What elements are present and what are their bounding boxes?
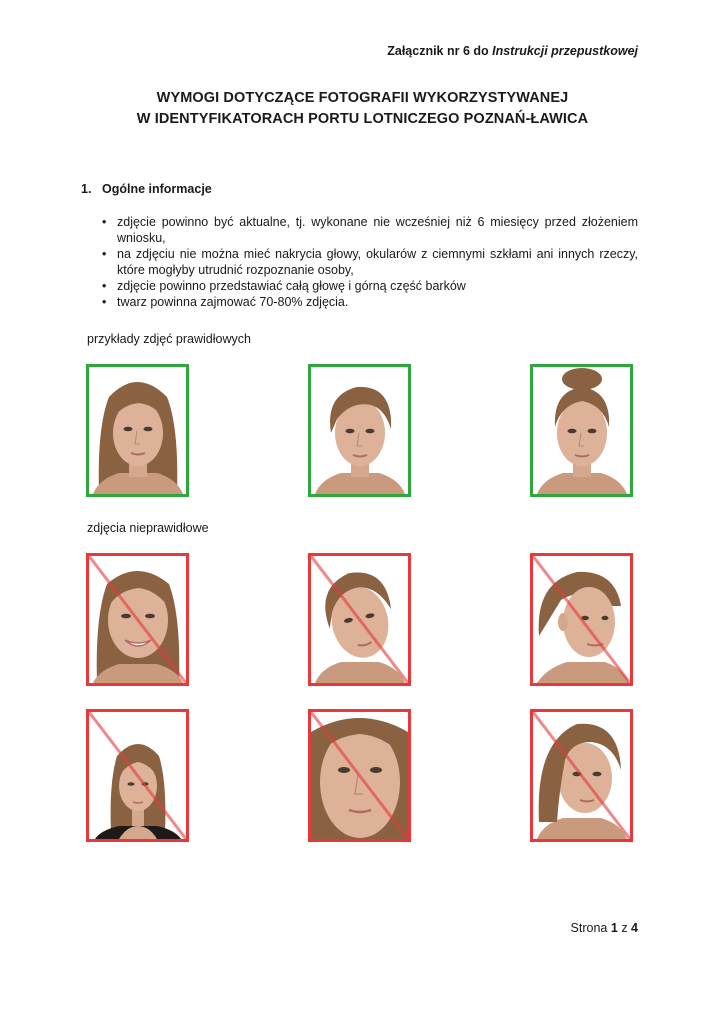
page-separator: z: [621, 921, 628, 935]
section-title: Ogólne informacje: [102, 182, 212, 196]
list-item-text: zdjęcie powinno być aktualne, tj. wykonane nie wcześniej niż 6 miesięcy przed złożeniem wniosku,: [117, 215, 638, 245]
crossed-out-mark: [311, 712, 408, 839]
correct-photo-loose-hair: [86, 364, 189, 497]
incorrect-photo-hair-covering-face: [530, 709, 633, 842]
incorrect-photo-head-tilted: [308, 553, 411, 686]
bullet-icon: •: [102, 279, 107, 293]
section-heading: [81, 182, 212, 196]
page-title-line-1: WYMOGI DOTYCZĄCE FOTOGRAFII WYKORZYSTYWANEJ: [156, 90, 569, 106]
correct-photo-hair-bun: [530, 364, 633, 497]
crossed-out-mark: [311, 556, 408, 683]
annex-note: [387, 44, 638, 58]
bullet-icon: •: [102, 295, 107, 309]
bullet-icon: •: [102, 215, 107, 229]
list-item-text: na zdjęciu nie można mieć nakrycia głowy, okularów z ciemnymi szkłami ani innych rzeczy, które mogłyby utrudnić rozpoznanie osoby,: [117, 247, 638, 277]
page-number: [571, 921, 638, 935]
crossed-out-mark: [533, 712, 630, 839]
crossed-out-mark: [533, 556, 630, 683]
portrait-image: [311, 367, 408, 494]
current-page: 1: [610, 921, 618, 935]
list-item-text: zdjęcie powinno przedstawiać całą głowę i górną część barków: [117, 279, 466, 293]
list-item-text: twarz powinna zajmować 70-80% zdjęcia.: [117, 295, 349, 309]
list-item: [98, 278, 638, 294]
bullet-icon: •: [102, 247, 107, 261]
section-number: 1.: [81, 182, 92, 196]
page-title-line-2: W IDENTYFIKATORACH PORTU LOTNICZEGO POZNAŃ-ŁAWICA: [136, 111, 589, 127]
incorrect-photos-caption: zdjęcia nieprawidłowe: [87, 521, 209, 535]
list-item: [98, 246, 638, 278]
portrait-image: [533, 367, 630, 494]
list-item: [98, 294, 638, 310]
correct-photos-caption: przykłady zdjęć prawidłowych: [87, 332, 251, 346]
requirements-list: [98, 214, 638, 310]
crossed-out-mark: [89, 556, 186, 683]
page-label: Strona: [570, 921, 608, 935]
total-pages: 4: [631, 921, 638, 935]
incorrect-photo-head-too-small: [86, 709, 189, 842]
correct-photo-short-hair: [308, 364, 411, 497]
incorrect-photo-smiling: [86, 553, 189, 686]
incorrect-photo-head-too-large: [308, 709, 411, 842]
portrait-image: [89, 367, 186, 494]
list-item: [98, 214, 638, 246]
crossed-out-mark: [89, 712, 186, 839]
annex-note-document: Instrukcji przepustkowej: [492, 44, 638, 58]
incorrect-photo-profile-turned: [530, 553, 633, 686]
page-title: [0, 88, 725, 130]
annex-note-prefix: Załącznik nr 6 do: [387, 44, 493, 58]
